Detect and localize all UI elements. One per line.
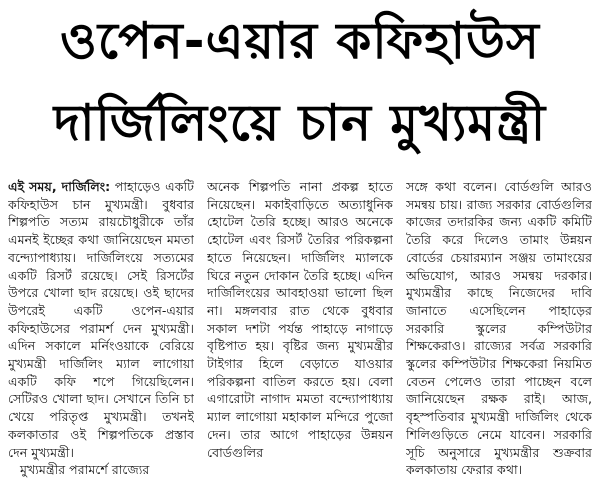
article-column-1 bbox=[8, 178, 194, 496]
article-body bbox=[8, 178, 592, 496]
headline-line-1: ওপেন-এয়ার কফিহাউস bbox=[60, 12, 540, 70]
article-column-3 bbox=[406, 178, 592, 496]
article-paragraph-2: মুখ্যমন্ত্রীর পরামর্শে রাজ্যের bbox=[20, 462, 150, 478]
headline-line-2: দার্জিলিংয়ে চান মুখ্যমন্ত্রী bbox=[53, 94, 547, 152]
article-column-2 bbox=[207, 178, 393, 496]
dateline: এই সময়, দার্জিলিং: bbox=[8, 179, 111, 194]
article-column-3-text: সঙ্গে কথা বলেন। বোর্ডগুলি আরও সমন্বয় চায়। রাজ্য সরকার বোর্ডগুলির কাজের তদারকির জন্য একটি কমিটি তৈরি করে দিলেও তামাং উন্নয়ন বোর্ডের চেয়ারম্যান সঞ্জয় তামাংয়ের অভিযোগ, আরও সমন্বয় দরকার। মুখ্যমন্ত্রীর কাছে নিজেদের দাবি জানাতে এসেছিলেন পাহাড়ের সরকারি স্কুলের কম্পিউটার শিক্ষকেরাও। রাজ্যের সর্বত্র সরকারি স্কুলের কম্পিউটার শিক্ষকেরা নিয়মিত বেতন পেলেও তারা পাচ্ছেন বলে জানিয়েছেন রক্ষক রাই। আজ, বৃহস্পতিবার মুখ্যমন্ত্রী দার্জিলিং থেকে শিলিগুড়িতে নেমে যাবেন। সরকারি সূচি অনুসারে মুখ্যমন্ত্রীর শুক্রবার কলকাতায় ফেরার কথা। bbox=[406, 179, 592, 478]
article-column-2-text: অনেক শিল্পপতি নানা প্রকল্প হাতে নিয়েছেন। মকাইবাড়িতে অত্যাধুনিক হোটেল তৈরি হচ্ছে। আরও অনেকে হোটেল এবং রিসর্ট তৈরির পরিকল্পনা হাতে নিয়েছেন। দার্জিলিং ম্যালকে ঘিরে নতুন দোকান তৈরি হচ্ছে। এদিন দার্জিলিংয়ের আবহাওয়া ভালো ছিল না। মঙ্গলবার রাত থেকে বুধবার সকাল দশটা পর্যন্ত পাহাড়ে নাগাড়ে বৃষ্টিপাত হয়। বৃষ্টির জন্য মুখ্যমন্ত্রীর টাইগার হিলে বেড়াতে যাওয়ার পরিকল্পনা বাতিল করতে হয়। বেলা এগারোটা নাগাদ মমতা বন্দ্যোপাধ্যায় ম্যাল লাগোয়া মহাকাল মন্দিরে পুজো দেন। তার আগে পাহাড়ের উন্নয়ন বোর্ডগুলির bbox=[207, 179, 393, 460]
article-paragraph-1 bbox=[8, 178, 194, 461]
article-paragraph-1-text: পাহাড়েও একটি কফিহাউস চান মুখ্যমন্ত্রী। বুধবার শিল্পপতি সত্যম রায়চৌধুরীকে তাঁর এমনই ইচ্ছের কথা জানিয়েছেন মমতা বন্দ্যোপাধ্যায়। দার্জিলিংয়ে সত্যমের একটি রিসর্ট রয়েছে। সেই রিসর্টের উপরে খোলা ছাদ রয়েছে। ওই ছাদের উপরেই একটি ওপেন-এয়ার কফিহাউসের পরামর্শ দেন মুখ্যমন্ত্রী। এদিন সকালে মর্নিংওয়াকে বেরিয়ে মুখ্যমন্ত্রী দার্জিলিং ম্যাল লাগোয়া একটি কফি শপে গিয়েছিলেন। সেটিরও খোলা ছাদ। সেখানে তিনি চা খেয়ে পরিতৃপ্ত মুখ্যমন্ত্রী। তখনই কলকাতার ওই শিল্পপতিকে প্রস্তাব দেন মুখ্যমন্ত্রী। bbox=[8, 179, 194, 460]
